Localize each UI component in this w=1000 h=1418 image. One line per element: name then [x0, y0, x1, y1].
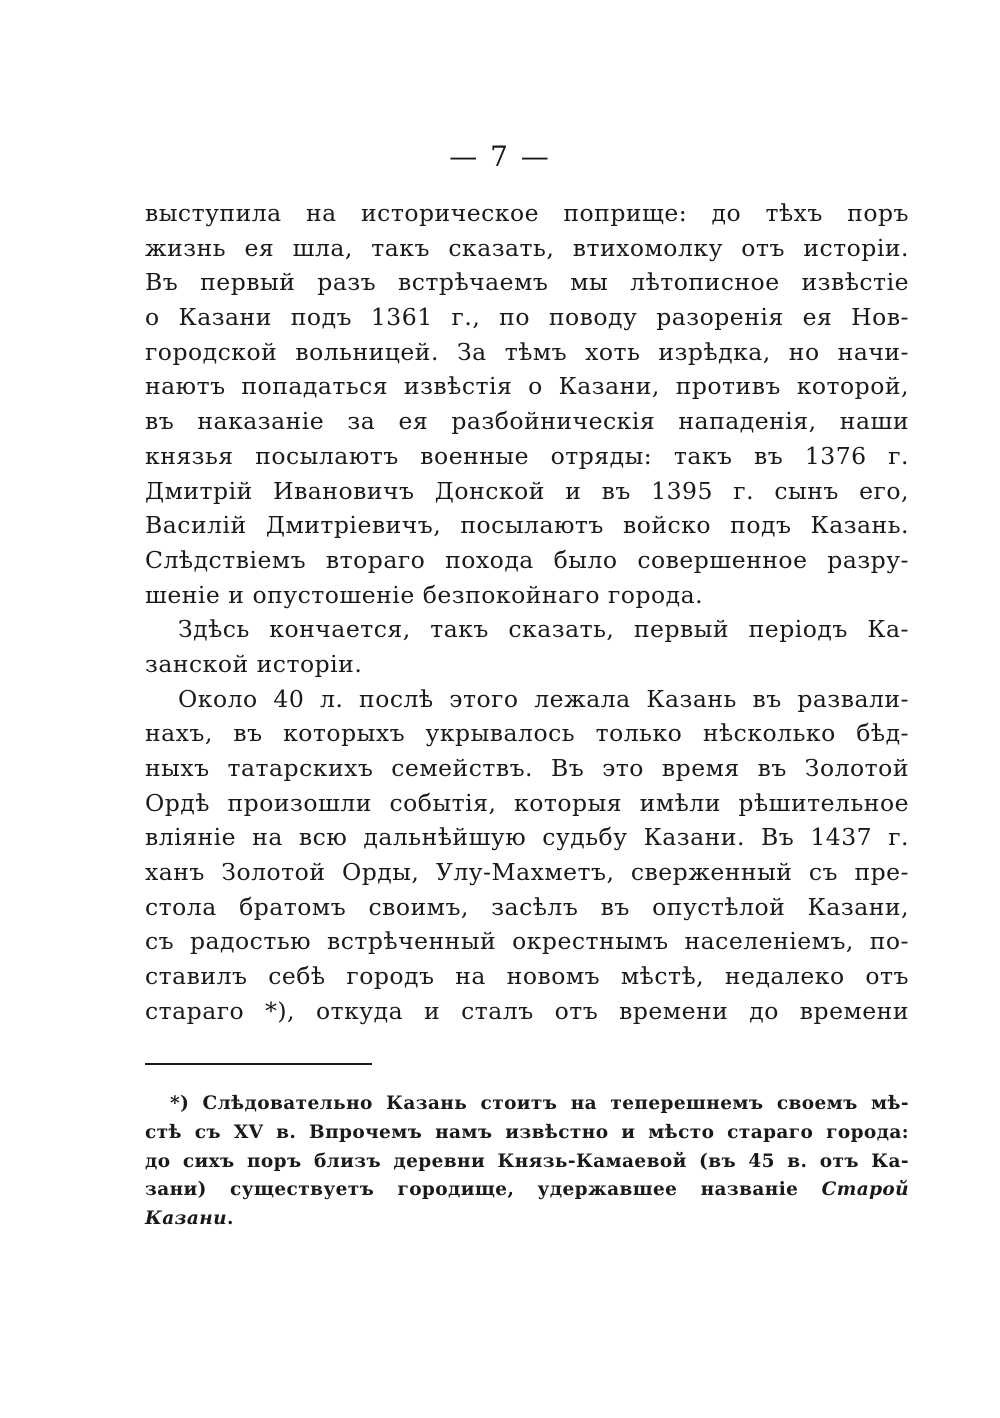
text-line: о Казани подъ 1361 г., по поводу разоренія ея Нов- — [145, 303, 909, 332]
text-line: наютъ попадаться извѣстія о Казани, противъ которой, — [145, 372, 909, 401]
text-line: шеніе и опустошеніе безпокойнаго города. — [145, 580, 704, 609]
footnote-line: до сихъ поръ близъ деревни Князь-Камаевой (въ 45 в. отъ Ка- — [145, 1150, 909, 1172]
footnote-end-punct: . — [226, 1208, 234, 1230]
text-line: ставилъ себѣ городъ на новомъ мѣстѣ, недалеко отъ — [145, 962, 909, 991]
text-line: Около 40 л. послѣ этого лежала Казань въ развали- — [178, 684, 909, 713]
main-text — [145, 196, 909, 1029]
text-line: выступила на историческое поприще: до тѣхъ поръ — [145, 199, 909, 227]
text-line: съ радостью встрѣченный окрестнымъ населеніемъ, по- — [145, 927, 909, 956]
page-number: — 7 — — [449, 140, 551, 173]
text-line: Въ первый разъ встрѣчаемъ мы лѣтописное извѣстіе — [145, 268, 909, 297]
text-line: жизнь ея шла, такъ сказать, втихомолку отъ исторіи. — [145, 233, 909, 262]
footnote-italic-text: Старой — [821, 1179, 910, 1201]
footnote-line-last — [145, 1205, 909, 1234]
text-line: вліяніе на всю дальнѣйшую судьбу Казани. Въ 1437 г. — [145, 823, 909, 852]
text-line: занской исторіи. — [145, 649, 363, 678]
footnote-line: *) Слѣдовательно Казань стоитъ на теперешнемъ своемъ мѣ- — [170, 1093, 909, 1114]
text-line: Ордѣ произошли событія, которыя имѣли рѣшительное — [145, 788, 909, 817]
text-line: Здѣсь кончается, такъ сказать, первый періодъ Ка- — [178, 615, 909, 644]
footnote-line: стѣ съ XV в. Впрочемъ намъ извѣстно и мѣсто стараго города: — [145, 1121, 909, 1143]
text-line: ныхъ татарскихъ семействъ. Въ это время въ Золотой — [145, 754, 909, 782]
text-line: стола братомъ своимъ, засѣлъ въ опустѣлой Казани, — [145, 892, 909, 921]
footnote-line-text: зани) существуетъ городище, удержавшее названіе — [145, 1179, 799, 1201]
text-line: Василій Дмитріевичъ, посылаютъ войско подъ Казань. — [145, 511, 909, 540]
text-line: нахъ, въ которыхъ укрывалось только нѣсколько бѣд- — [145, 719, 909, 748]
text-line: стараго *), откуда и сталъ отъ времени до времени — [145, 996, 909, 1025]
text-line: въ наказаніе за ея разбойническія нападенія, наши — [145, 407, 909, 436]
text-line: князья посылаютъ военные отряды: такъ въ 1376 г. — [145, 441, 909, 470]
footnote-italic-text: Казани — [145, 1208, 227, 1230]
footnote-divider — [145, 1063, 372, 1065]
text-line: ханъ Золотой Орды, Улу-Махметъ, сверженный съ пре- — [145, 858, 909, 887]
footnote-line-with-italic — [145, 1176, 909, 1205]
text-line: Слѣдствіемъ втораго похода было совершенное разру- — [145, 545, 909, 574]
text-line: городской вольницей. За тѣмъ хоть изрѣдка, но начи- — [145, 337, 909, 366]
text-line: Дмитрій Ивановичъ Донской и въ 1395 г. сынъ его, — [145, 476, 909, 505]
footnote — [145, 1090, 909, 1234]
